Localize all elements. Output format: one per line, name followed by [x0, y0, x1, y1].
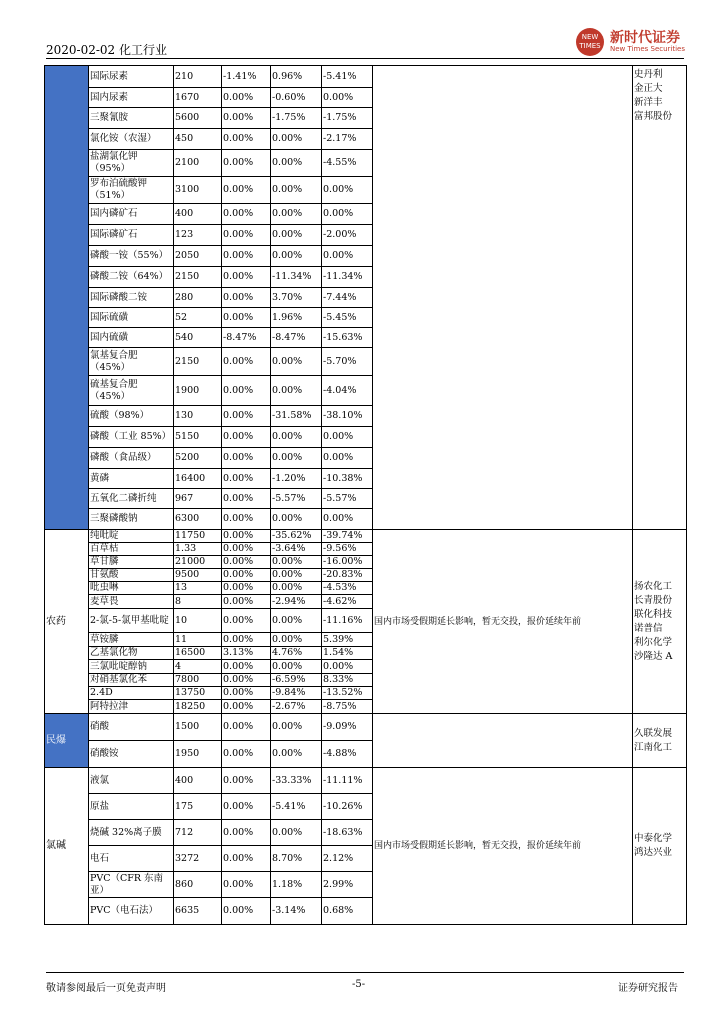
change-year-cell: -20.83% — [322, 569, 373, 582]
change-year-cell: 0.00% — [322, 246, 373, 267]
change-week-cell: 0.00% — [222, 582, 271, 595]
change-month-cell: -31.58% — [271, 406, 322, 427]
price-cell: 21000 — [174, 556, 222, 569]
change-month-cell: 8.70% — [271, 846, 322, 872]
price-cell: 3272 — [174, 846, 222, 872]
price-cell: 967 — [174, 489, 222, 509]
change-year-cell: -10.26% — [322, 794, 373, 820]
change-week-cell: 0.00% — [222, 108, 271, 129]
product-name-cell: 乙基氯化物 — [89, 647, 174, 660]
change-month-cell: 0.00% — [271, 150, 322, 177]
change-month-cell: -3.14% — [271, 898, 322, 925]
change-week-cell: 0.00% — [222, 177, 271, 204]
change-week-cell: 0.00% — [222, 768, 271, 794]
brand-logo — [572, 24, 692, 58]
price-cell: 8 — [174, 595, 222, 609]
price-cell: 4 — [174, 660, 222, 674]
change-week-cell: 0.00% — [222, 556, 271, 569]
change-month-cell: -5.41% — [271, 794, 322, 820]
change-year-cell: -8.75% — [322, 700, 373, 714]
price-cell: 2150 — [174, 348, 222, 376]
price-cell: 1500 — [174, 714, 222, 741]
change-month-cell: -8.47% — [271, 328, 322, 348]
change-week-cell: 0.00% — [222, 150, 271, 177]
change-week-cell: 0.00% — [222, 872, 271, 898]
change-week-cell: 0.00% — [222, 406, 271, 427]
change-year-cell: -5.45% — [322, 308, 373, 328]
price-cell: 6300 — [174, 509, 222, 530]
table-row — [45, 66, 687, 88]
price-cell: 10 — [174, 609, 222, 633]
change-month-cell: -11.34% — [271, 267, 322, 288]
change-month-cell: 1.96% — [271, 308, 322, 328]
category-cell: 农药 — [45, 530, 89, 714]
price-cell: 2050 — [174, 246, 222, 267]
change-year-cell: -4.88% — [322, 741, 373, 768]
change-year-cell: -7.44% — [322, 288, 373, 308]
footer-report-type: 证券研究报告 — [618, 983, 678, 994]
product-name-cell: 草铵膦 — [89, 633, 174, 647]
change-year-cell: 1.54% — [322, 647, 373, 660]
price-cell: 13 — [174, 582, 222, 595]
price-cell: 18250 — [174, 700, 222, 714]
change-week-cell: 0.00% — [222, 820, 271, 846]
table-row — [45, 530, 687, 543]
change-year-cell: -16.00% — [322, 556, 373, 569]
change-year-cell: 0.00% — [322, 88, 373, 108]
price-cell: 400 — [174, 768, 222, 794]
price-cell: 16400 — [174, 469, 222, 489]
change-year-cell: -9.56% — [322, 543, 373, 556]
footer-rule — [46, 972, 684, 973]
change-week-cell: 0.00% — [222, 129, 271, 150]
product-name-cell: 五氧化二磷折纯 — [89, 489, 174, 509]
product-name-cell: 国内尿素 — [89, 88, 174, 108]
change-month-cell: -3.64% — [271, 543, 322, 556]
product-name-cell: 盐湖氯化钾（95%） — [89, 150, 174, 177]
product-name-cell: 三聚氰胺 — [89, 108, 174, 129]
change-week-cell: 0.00% — [222, 246, 271, 267]
change-month-cell: 4.76% — [271, 647, 322, 660]
price-cell: 1670 — [174, 88, 222, 108]
price-cell: 1900 — [174, 376, 222, 406]
price-cell: 13750 — [174, 687, 222, 700]
change-week-cell: 0.00% — [222, 88, 271, 108]
change-month-cell: -5.57% — [271, 489, 322, 509]
change-year-cell: 0.00% — [322, 177, 373, 204]
change-month-cell: 0.00% — [271, 427, 322, 448]
change-month-cell: -1.20% — [271, 469, 322, 489]
related-companies-cell: 中泰化学 鸿达兴业 — [633, 768, 687, 925]
market-note-cell: 国内市场受假期延长影响，暂无交投，报价延续年前 — [373, 768, 633, 925]
change-year-cell: -10.38% — [322, 469, 373, 489]
change-month-cell: 0.00% — [271, 569, 322, 582]
change-month-cell: 0.96% — [271, 66, 322, 88]
change-week-cell: 0.00% — [222, 530, 271, 543]
product-name-cell: PVC（CFR 东南亚） — [89, 872, 174, 898]
logo-mark-icon: NEW TIMES — [576, 28, 604, 56]
product-name-cell: 罗布泊硫酸钾（51%） — [89, 177, 174, 204]
product-name-cell: 纯吡啶 — [89, 530, 174, 543]
change-year-cell: 0.00% — [322, 204, 373, 225]
change-year-cell: 0.68% — [322, 898, 373, 925]
change-month-cell: 0.00% — [271, 376, 322, 406]
change-year-cell: -11.34% — [322, 267, 373, 288]
change-week-cell: 0.00% — [222, 687, 271, 700]
change-month-cell: 0.00% — [271, 225, 322, 246]
change-year-cell: -13.52% — [322, 687, 373, 700]
product-name-cell: 磷酸一铵（55%） — [89, 246, 174, 267]
change-week-cell: 0.00% — [222, 509, 271, 530]
change-year-cell: -39.74% — [322, 530, 373, 543]
change-year-cell: -11.16% — [322, 609, 373, 633]
change-week-cell: 0.00% — [222, 674, 271, 687]
change-week-cell: 0.00% — [222, 376, 271, 406]
change-year-cell: -15.63% — [322, 328, 373, 348]
product-name-cell: 三氯吡啶醇钠 — [89, 660, 174, 674]
change-month-cell: 0.00% — [271, 741, 322, 768]
product-name-cell: 氯基复合肥（45%） — [89, 348, 174, 376]
change-year-cell: -1.75% — [322, 108, 373, 129]
change-month-cell: 3.70% — [271, 288, 322, 308]
change-week-cell: 0.00% — [222, 543, 271, 556]
change-week-cell: 0.00% — [222, 794, 271, 820]
market-note-cell: 国内市场受假期延长影响，暂无交投，报价延续年前 — [373, 530, 633, 714]
change-year-cell: -5.41% — [322, 66, 373, 88]
change-month-cell: -6.59% — [271, 674, 322, 687]
price-cell: 1.33 — [174, 543, 222, 556]
change-week-cell: -1.41% — [222, 66, 271, 88]
product-name-cell: 国际尿素 — [89, 66, 174, 88]
change-month-cell: 0.00% — [271, 660, 322, 674]
change-month-cell: 0.00% — [271, 129, 322, 150]
change-month-cell: 0.00% — [271, 177, 322, 204]
price-cell: 860 — [174, 872, 222, 898]
table-row — [45, 768, 687, 794]
logo-cn-text: 新时代证券 — [610, 30, 680, 46]
change-year-cell: -2.00% — [322, 225, 373, 246]
product-name-cell: 阿特拉津 — [89, 700, 174, 714]
category-cell — [45, 66, 89, 530]
price-cell: 280 — [174, 288, 222, 308]
change-year-cell: 0.00% — [322, 660, 373, 674]
footer-disclaimer: 敬请参阅最后一页免责声明 — [46, 983, 166, 994]
change-month-cell: -1.75% — [271, 108, 322, 129]
logo-en-text: New Times Securities — [610, 45, 685, 53]
product-name-cell: 三聚磷酸钠 — [89, 509, 174, 530]
change-year-cell: 2.99% — [322, 872, 373, 898]
product-name-cell: 硝酸铵 — [89, 741, 174, 768]
price-cell: 5200 — [174, 448, 222, 469]
change-week-cell: -8.47% — [222, 328, 271, 348]
price-cell: 400 — [174, 204, 222, 225]
change-month-cell: -9.84% — [271, 687, 322, 700]
related-companies-cell: 久联发展 江南化工 — [633, 714, 687, 768]
change-year-cell: -18.63% — [322, 820, 373, 846]
product-name-cell: 国内磷矿石 — [89, 204, 174, 225]
change-year-cell: 0.00% — [322, 509, 373, 530]
related-companies-cell: 史丹利 金正大 新洋丰 富邦股份 — [633, 66, 687, 530]
product-name-cell: 黄磷 — [89, 469, 174, 489]
change-year-cell: -2.17% — [322, 129, 373, 150]
change-week-cell: 0.00% — [222, 308, 271, 328]
change-week-cell: 0.00% — [222, 714, 271, 741]
price-cell: 5150 — [174, 427, 222, 448]
product-name-cell: 磷酸（工业 85%） — [89, 427, 174, 448]
product-name-cell: 电石 — [89, 846, 174, 872]
product-name-cell: 麦草畏 — [89, 595, 174, 609]
price-cell: 7800 — [174, 674, 222, 687]
change-week-cell: 0.00% — [222, 633, 271, 647]
change-week-cell: 0.00% — [222, 609, 271, 633]
change-week-cell: 0.00% — [222, 288, 271, 308]
product-name-cell: 烧碱 32%离子膜 — [89, 820, 174, 846]
price-cell: 2100 — [174, 150, 222, 177]
change-year-cell: -38.10% — [322, 406, 373, 427]
price-cell: 1950 — [174, 741, 222, 768]
change-week-cell: 0.00% — [222, 469, 271, 489]
product-name-cell: 甘氨酸 — [89, 569, 174, 582]
category-cell: 氯碱 — [45, 768, 89, 925]
change-week-cell: 0.00% — [222, 569, 271, 582]
change-year-cell: 0.00% — [322, 448, 373, 469]
product-name-cell: 国际磷酸二铵 — [89, 288, 174, 308]
change-week-cell: 0.00% — [222, 267, 271, 288]
change-week-cell: 0.00% — [222, 700, 271, 714]
product-name-cell: 草甘膦 — [89, 556, 174, 569]
product-name-cell: 国际磷矿石 — [89, 225, 174, 246]
change-week-cell: 3.13% — [222, 647, 271, 660]
price-table — [44, 65, 687, 925]
product-name-cell: 2-氯-5-氯甲基吡啶 — [89, 609, 174, 633]
product-name-cell: 百草枯 — [89, 543, 174, 556]
product-name-cell: 原盐 — [89, 794, 174, 820]
change-month-cell: -2.67% — [271, 700, 322, 714]
change-year-cell: -9.09% — [322, 714, 373, 741]
change-month-cell: -33.33% — [271, 768, 322, 794]
footer-page-number: -5- — [352, 979, 366, 990]
change-month-cell: -2.94% — [271, 595, 322, 609]
change-week-cell: 0.00% — [222, 846, 271, 872]
price-cell: 2150 — [174, 267, 222, 288]
product-name-cell: 吡虫啉 — [89, 582, 174, 595]
change-month-cell: 0.00% — [271, 582, 322, 595]
change-year-cell: -4.62% — [322, 595, 373, 609]
product-name-cell: 国内硫磺 — [89, 328, 174, 348]
change-year-cell: -4.55% — [322, 150, 373, 177]
change-month-cell: -35.62% — [271, 530, 322, 543]
market-note-cell — [373, 714, 633, 768]
table-row — [45, 714, 687, 741]
price-cell: 11 — [174, 633, 222, 647]
price-cell: 5600 — [174, 108, 222, 129]
product-name-cell: 2.4D — [89, 687, 174, 700]
header-rule — [46, 58, 684, 59]
price-cell: 210 — [174, 66, 222, 88]
product-name-cell: 磷酸二铵（64%） — [89, 267, 174, 288]
price-cell: 130 — [174, 406, 222, 427]
change-month-cell: 0.00% — [271, 246, 322, 267]
price-cell: 52 — [174, 308, 222, 328]
change-year-cell: -5.70% — [322, 348, 373, 376]
price-cell: 540 — [174, 328, 222, 348]
change-year-cell: 5.39% — [322, 633, 373, 647]
market-note-cell — [373, 66, 633, 530]
change-month-cell: 0.00% — [271, 509, 322, 530]
change-year-cell: 8.33% — [322, 674, 373, 687]
change-week-cell: 0.00% — [222, 448, 271, 469]
change-year-cell: -5.57% — [322, 489, 373, 509]
price-cell: 16500 — [174, 647, 222, 660]
product-name-cell: PVC（电石法） — [89, 898, 174, 925]
price-cell: 175 — [174, 794, 222, 820]
change-month-cell: 0.00% — [271, 448, 322, 469]
change-year-cell: 0.00% — [322, 427, 373, 448]
change-year-cell: -4.53% — [322, 582, 373, 595]
price-cell: 3100 — [174, 177, 222, 204]
change-week-cell: 0.00% — [222, 204, 271, 225]
change-week-cell: 0.00% — [222, 595, 271, 609]
product-name-cell: 硝酸 — [89, 714, 174, 741]
change-month-cell: -0.60% — [271, 88, 322, 108]
product-name-cell: 液氯 — [89, 768, 174, 794]
change-week-cell: 0.00% — [222, 225, 271, 246]
product-name-cell: 硫基复合肥（45%） — [89, 376, 174, 406]
change-month-cell: 0.00% — [271, 556, 322, 569]
price-cell: 712 — [174, 820, 222, 846]
change-week-cell: 0.00% — [222, 348, 271, 376]
price-cell: 450 — [174, 129, 222, 150]
product-name-cell: 对硝基氯化苯 — [89, 674, 174, 687]
category-cell: 民爆 — [45, 714, 89, 768]
change-week-cell: 0.00% — [222, 898, 271, 925]
product-name-cell: 磷酸（食品级） — [89, 448, 174, 469]
change-week-cell: 0.00% — [222, 489, 271, 509]
change-month-cell: 0.00% — [271, 714, 322, 741]
change-month-cell: 0.00% — [271, 820, 322, 846]
change-year-cell: -4.04% — [322, 376, 373, 406]
product-name-cell: 氯化铵（农湿） — [89, 129, 174, 150]
change-month-cell: 0.00% — [271, 633, 322, 647]
change-year-cell: -11.11% — [322, 768, 373, 794]
change-week-cell: 0.00% — [222, 741, 271, 768]
price-cell: 6635 — [174, 898, 222, 925]
product-name-cell: 国际硫磺 — [89, 308, 174, 328]
change-month-cell: 0.00% — [271, 204, 322, 225]
price-cell: 9500 — [174, 569, 222, 582]
price-cell: 11750 — [174, 530, 222, 543]
related-companies-cell: 扬农化工 长青股份 联化科技 诺普信 利尔化学 沙隆达 A — [633, 530, 687, 714]
header-date-industry: 2020-02-02 化工行业 — [46, 43, 168, 57]
change-week-cell: 0.00% — [222, 660, 271, 674]
change-week-cell: 0.00% — [222, 427, 271, 448]
product-name-cell: 硫酸（98%） — [89, 406, 174, 427]
change-month-cell: 0.00% — [271, 348, 322, 376]
change-month-cell: 1.18% — [271, 872, 322, 898]
price-cell: 123 — [174, 225, 222, 246]
change-year-cell: 2.12% — [322, 846, 373, 872]
change-month-cell: 0.00% — [271, 609, 322, 633]
